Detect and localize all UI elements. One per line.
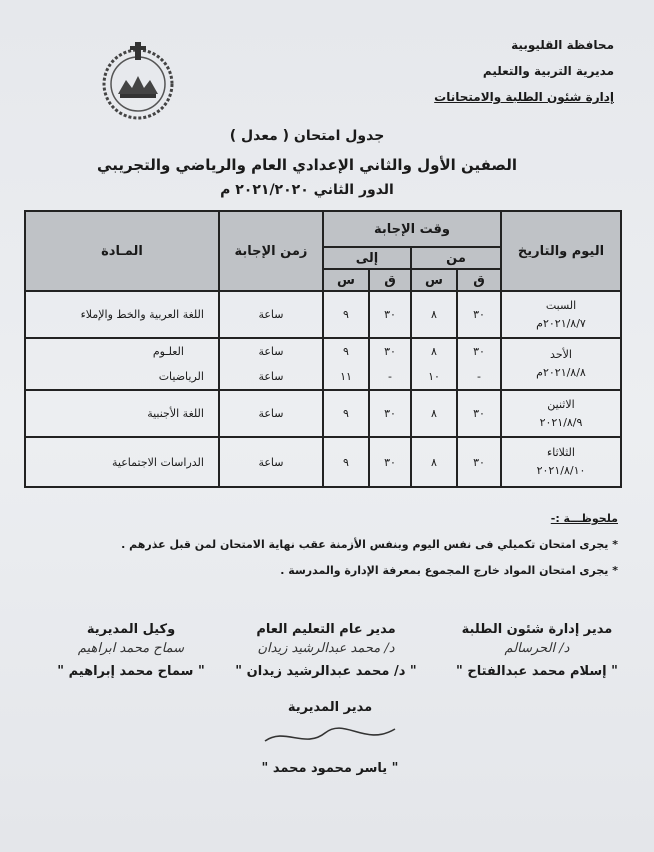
signatory-name: " إسلام محمد عبدالفتاح " [456, 664, 618, 679]
department-label: إدارة شئون الطلبة والامتحانات [434, 90, 614, 104]
value: ١٠ [428, 370, 440, 384]
to-hours-cell [323, 338, 369, 390]
table-row [25, 437, 621, 487]
header-duration: زمن الإجابة [219, 211, 323, 291]
header-from-minutes: ق [457, 269, 501, 291]
day-label: الأحد [550, 348, 572, 362]
signature-director [230, 700, 430, 776]
duration-cell: ساعة [219, 390, 323, 437]
to-hours-cell: ٩ [323, 291, 369, 338]
to-hours-cell: ٩ [323, 390, 369, 437]
table-row [25, 390, 621, 437]
ministry-emblem-icon [92, 40, 184, 120]
subject-cell: اللغة العربية والخط والإملاء [25, 291, 219, 338]
from-hours-cell: ٨ [411, 390, 457, 437]
value: العلـوم [152, 345, 184, 359]
directorate-label: مديرية التربية والتعليم [482, 64, 614, 78]
value: ساعة [258, 370, 284, 384]
header-answer-time: وقت الإجابة [323, 211, 501, 247]
value: ساعة [258, 345, 284, 359]
date-label: ٢٠٢١/٨/٩ [539, 415, 583, 429]
to-minutes-cell: ٣٠ [369, 437, 411, 487]
signature-student-affairs [442, 622, 632, 679]
value: - [388, 370, 392, 384]
from-hours-cell [411, 338, 457, 390]
header-subject: المـادة [25, 211, 219, 291]
session-label: الدور الثاني ٢٠٢١/٢٠٢٠ م [220, 182, 394, 198]
value: الرياضيات [158, 370, 204, 384]
page-title: جدول امتحان ( معدل ) [229, 128, 385, 144]
document-header [374, 32, 614, 110]
signatory-name: " د/ محمد عبدالرشيد زيدان " [235, 664, 417, 679]
from-minutes-cell [457, 338, 501, 390]
exam-schedule-table [24, 210, 622, 488]
signature-deputy [36, 622, 226, 679]
subject-cell: الدراسات الاجتماعية [25, 437, 219, 487]
value: ٨ [431, 345, 437, 359]
note-item: * يجرى امتحان تكميلي فى نفس اليوم وبنفس الأزمنة عقب نهاية الامتحان لمن قبل عذرهم . [121, 538, 618, 551]
signatory-name: " سماح محمد إبراهيم " [57, 664, 205, 679]
page-subtitle: الصفين الأول والثاني الإعدادي العام والرياضي والتجريبي [97, 156, 517, 174]
signature-scribble-icon [255, 719, 405, 753]
date-label: ٢٠٢١/٨/٧م [536, 316, 586, 330]
value: ١١ [340, 370, 352, 384]
from-hours-cell: ٨ [411, 291, 457, 338]
signature-title: مدير عام التعليم العام [256, 622, 396, 637]
date-label: ٢٠٢١/٨/١٠ [536, 464, 586, 478]
header-to-hours: س [323, 269, 369, 291]
subject-cell: اللغة الأجنبية [25, 390, 219, 437]
to-minutes-cell: ٣٠ [369, 390, 411, 437]
to-minutes-cell: ٣٠ [369, 291, 411, 338]
value: ٣٠ [473, 345, 485, 359]
note-item: * يجرى امتحان المواد خارج المجموع بمعرفة الإدارة والمدرسة . [280, 564, 618, 577]
handwritten-signature: سماح محمد ابراهيم [77, 641, 185, 656]
document-titles [0, 128, 654, 198]
header-from-hours: س [411, 269, 457, 291]
header-to: إلى [323, 247, 411, 269]
signature-title: مدير المديرية [287, 700, 373, 715]
from-minutes-cell: ٣٠ [457, 437, 501, 487]
day-label: السبت [545, 298, 577, 312]
value: ٣٠ [384, 345, 396, 359]
value: - [477, 370, 481, 384]
table-row [25, 338, 621, 390]
notes-heading: ملحوظـــة :- [550, 512, 618, 525]
signatory-name: " ياسر محمود محمد " [261, 761, 399, 776]
header-to-minutes: ق [369, 269, 411, 291]
notes-section [18, 506, 618, 584]
day-label: الثلاثاء [547, 446, 575, 460]
signature-general-education [216, 622, 436, 679]
handwritten-signature: د/ الحرسالم [504, 641, 570, 656]
duration-cell [219, 338, 323, 390]
governorate-label: محافظة القليوبية [511, 38, 614, 52]
header-day-date: اليوم والتاريخ [501, 211, 621, 291]
duration-cell: ساعة [219, 437, 323, 487]
to-hours-cell: ٩ [323, 437, 369, 487]
table-row [25, 291, 621, 338]
signature-title: وكيل المديرية [86, 622, 176, 637]
header-from: من [411, 247, 501, 269]
from-minutes-cell: ٣٠ [457, 390, 501, 437]
to-minutes-cell [369, 338, 411, 390]
value: ٩ [343, 345, 349, 359]
day-date-cell [501, 338, 621, 390]
subject-cell [25, 338, 219, 390]
day-label: الاثنين [547, 397, 575, 411]
from-minutes-cell: ٣٠ [457, 291, 501, 338]
handwritten-signature: د/ محمد عبدالرشيد زيدان [257, 641, 395, 656]
duration-cell: ساعة [219, 291, 323, 338]
signature-title: مدير إدارة شئون الطلبة [461, 622, 613, 637]
day-date-cell [501, 291, 621, 338]
date-label: ٢٠٢١/٨/٨م [536, 366, 586, 380]
day-date-cell [501, 390, 621, 437]
day-date-cell [501, 437, 621, 487]
from-hours-cell: ٨ [411, 437, 457, 487]
